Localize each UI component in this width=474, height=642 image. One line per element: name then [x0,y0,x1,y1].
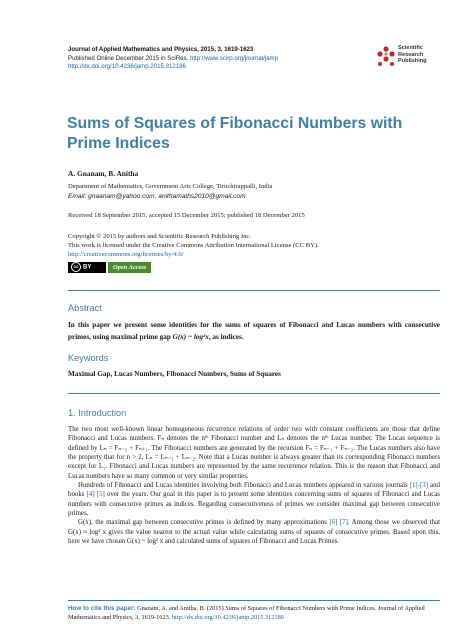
journal-link[interactable]: http://www.scirp.org/journal/jamp [189,54,279,62]
reference-link[interactable]: [4] [5] [86,491,105,499]
email: Email: gnaanam@yahoo.com, anithamaths2010@gmail.com [68,193,246,200]
received-dates: Received 18 September 2015; accepted 15 December 2015; published 18 December 2015 [68,212,305,219]
cite-label: How to cite this paper: [68,605,136,612]
abstract-body: In this paper we present some identities for the sums of squares of Fibonacci and Lucas numbers with consecutive primes, using maximal prime gap G(x) ~ log²x, as indices. [68,321,440,341]
intro-paragraph-1: The two most well-known linear homogeneous recurrence relations of order two with constant coefficients are those that define Fibonacci and Lucas numbers. Fₙ denotes the nᵗʰ Fibonacci number and Lₙ denotes the nᵗʰ Lucas number. The Lucas sequence is defined by Lₙ = Fₙ₋₁ + Fₙ₊₁. The Fibonacci numbers are generated by the recursion Fₙ = Fₙ₋₁ + Fₙ₋₂. The Lucas numbers also have the property that for n > 2, Lₙ = Lₙ₋₁ + Lₙ₋₂. Note that a Lucas number is always greater than its corresponding Fibonacci numbers except for L₁. Fibonacci and Lucas numbers are represented by the same recurrence relation. This is the reason that Fibonacci and Lucas numbers have so many common or very similar properties. [68,426,440,480]
introduction-heading: 1. Introduction [68,408,127,418]
divider [68,393,440,394]
reference-link[interactable]: [6] [7] [329,519,348,527]
intro-paragraph-3: G(x), the maximal gap between consecutive primes is defined by many approximations [6] [7]. Among those we observed that G(x) ≈ log² x gives the value nearest to the actual value while calculating sums of squares of consecutive primes. Based upon this, here we have chosen G(x) ~ log² x and calculated sums of squares of Fibonacci and Lucas Primes. [68,519,440,546]
cc-by-badge[interactable]: cc BY [68,262,106,273]
publisher-name: Scientific Research Publishing [398,45,427,65]
introduction-body [68,425,440,546]
keywords-list: Maximal Gap, Lucas Numbers, Fibonacci Numbers, Sums of Squares [68,370,281,378]
doi-link[interactable]: http://dx.doi.org/10.4236/jamp.2015.312186 [68,63,186,71]
paper-title: Sums of Squares of Fibonacci Numbers with Prime Indices [67,115,403,152]
journal-header [68,46,278,72]
cite-doi-link[interactable]: http://dx.doi.org/10.4236/jamp.2015.312186 [171,613,284,621]
intro-paragraph-2: Hundreds of Fibonacci and Lucas identities involving both Fibonacci and Lucas numbers appeared in various journals [1]-[3] and books [4] [5] over the years. Our goal in this paper is to present some identities concerning sums of squares of Fibonacci and Lucas numbers with consecutive primes as indices. Regarding consecutiveness of primes we consider maximal gap between consecutive primes. [68,482,440,518]
published-line: Published Online December 2015 in SciRes. http://www.scirp.org/journal/jamp [68,54,279,62]
open-access-badge: Open Access [108,262,151,273]
divider [68,290,440,291]
license-link[interactable]: http://creativecommons.org/licenses/by/4.0/ [68,251,184,258]
journal-citation-line: Journal of Applied Mathematics and Physics, 2015, 3, 1619-1623 [68,46,254,53]
abstract-formula: G(x) ~ log²x [172,332,209,341]
affiliation: Department of Mathematics, Government Arts College, Tiruchirappalli, India [68,183,273,190]
keywords-heading: Keywords [68,353,109,363]
divider [68,600,440,601]
reference-link[interactable]: [1]-[3] [409,482,429,490]
how-to-cite: How to cite this paper: Gnanam, A. and Anitha, B. (2015) Sums of Squares of Fibonacci Numbers with Prime Indices. Journal of Applied Mathematics and Physics, 3, 1619-1623. http://dx.doi.org/10.4236/jamp.2015.312186 [68,605,425,621]
copyright-line: Copyright © 2015 by authors and Scientific Research Publishing Inc. [68,233,252,240]
license-line: This work is licensed under the Creative Commons Attribution International License (CC BY). [68,242,319,249]
authors: A. Gnanam, B. Anitha [68,169,139,178]
abstract-heading: Abstract [68,303,102,313]
cc-icon: cc [71,262,81,272]
